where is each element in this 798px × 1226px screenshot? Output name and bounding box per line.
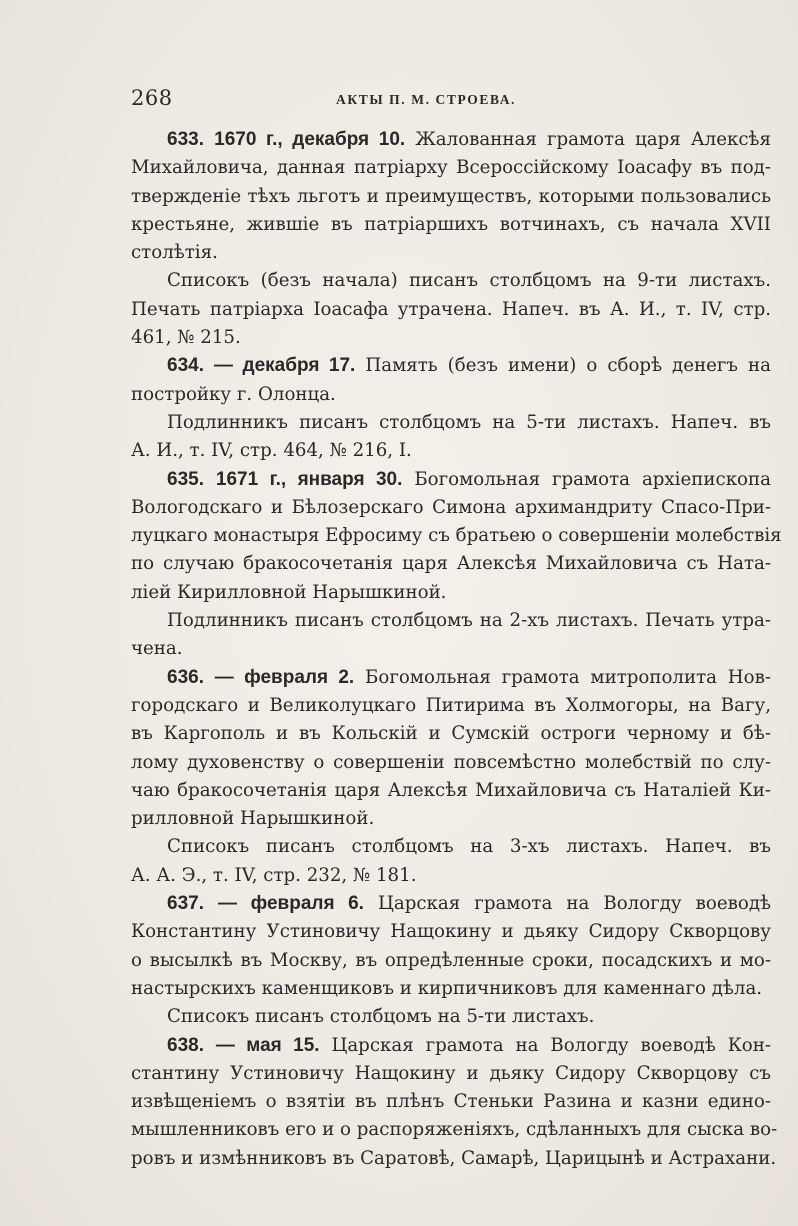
line-text: Списокъ писанъ столбцомъ на 5-ти листахъ. <box>167 1006 595 1028</box>
line-text: по случаю бракосочетанія царя Алексѣя Михайловича съ Ната- <box>131 553 771 575</box>
line-text: Подлинникъ писанъ столбцомъ на 5-ти листахъ. Напеч. въ <box>167 411 771 433</box>
line-text: настырскихъ каменщиковъ и кирпичниковъ для каменнаго дѣла. <box>131 977 763 999</box>
text-line <box>131 381 771 409</box>
line-text: стантину Устиновичу Нащокину и дьяку Сидору Скворцову съ <box>131 1062 771 1084</box>
entry-number: 634. <box>167 355 204 377</box>
entry-number: 636. <box>167 666 204 688</box>
page-header <box>131 86 771 116</box>
text-line <box>131 1145 777 1173</box>
line-text: Подлинникъ писанъ столбцомъ на 2-хъ листахъ. Печать утра- <box>167 610 771 632</box>
line-text: столѣтія. <box>131 242 218 264</box>
text-line <box>131 890 771 918</box>
text-line <box>131 409 771 437</box>
text-line <box>131 183 771 211</box>
catalog-entry <box>131 352 771 465</box>
line-text: въ Каргополь и въ Кольскій и Сумскій остроги черному и бѣ- <box>131 723 771 745</box>
text-line <box>131 126 771 154</box>
line-text: Михайловича, данная патріарху Всероссійскому Іоасафу въ под- <box>131 157 771 179</box>
line-text: А. И., т. IV, стр. 464, № 216, I. <box>131 440 412 462</box>
line-text: Вологодскаго и Бѣлозерскаго Симона архимандриту Спасо-При- <box>131 496 771 518</box>
line-text: Списокъ (безъ начала) писанъ столбцомъ на 9-ти листахъ. <box>167 270 771 292</box>
page-number: 268 <box>131 86 173 110</box>
line-text: ліей Кирилловной Нарышкиной. <box>131 581 447 603</box>
text-line <box>131 635 771 663</box>
text-line <box>131 211 771 239</box>
text-line <box>131 607 771 635</box>
entry-date: — декабря 17. <box>214 355 356 377</box>
text-line <box>131 296 771 324</box>
text-line <box>131 1116 778 1144</box>
line-text: чаю бракосочетанія царя Алексѣя Михайловича съ Наталіей Ки- <box>131 779 771 801</box>
text-line <box>131 918 771 946</box>
line-text: А. А. Э., т. IV, стр. 232, № 181. <box>131 864 417 886</box>
text-line <box>131 1032 771 1060</box>
text-line <box>131 579 771 607</box>
line-text: Списокъ писанъ столбцомъ на 3-хъ листахъ. Напеч. въ <box>167 836 771 858</box>
text-line <box>131 352 771 380</box>
line-text: извѣщеніемъ о взятіи въ плѣнъ Стеньки Разина и казни едино- <box>131 1091 771 1113</box>
text-line <box>131 947 771 975</box>
text-line <box>131 805 771 833</box>
text-line <box>131 1003 771 1031</box>
text-line <box>131 833 771 861</box>
catalog-entry <box>131 890 771 1031</box>
line-text: лому духовенству о совершеніи повсемѣстно молебствій по слу- <box>131 751 771 773</box>
text-line <box>131 664 771 692</box>
running-title: АКТЫ П. М. СТРОЕВА. <box>336 92 517 107</box>
line-text: Жалованная грамота царя Алексѣя <box>415 129 771 150</box>
line-text: Царская грамота на Вологду воеводѣ <box>378 893 771 915</box>
text-line <box>131 239 771 267</box>
entry-number: 637. <box>167 893 204 915</box>
entry-number: 633. <box>167 129 204 150</box>
text-line <box>131 1060 771 1088</box>
entry-date: 1670 г., декабря 10. <box>214 129 406 150</box>
entry-date: — мая 15. <box>215 1034 320 1056</box>
text-line <box>131 692 771 720</box>
text-line <box>131 1088 771 1116</box>
entry-date: — февраля 2. <box>214 666 355 688</box>
catalog-entry <box>131 466 782 664</box>
text-line <box>131 437 771 465</box>
line-text: Память (безъ имени) о сборѣ денегъ на <box>365 355 771 377</box>
line-text: Царская грамота на Вологду воеводѣ Кон- <box>331 1034 771 1056</box>
line-text: мышленниковъ его и о распоряженіяхъ, сдѣланныхъ для сыска во- <box>131 1119 778 1141</box>
line-text: Богомольная грамота митрополита Нов- <box>365 666 771 688</box>
text-line <box>131 777 771 805</box>
line-text: ровъ и измѣнниковъ въ Саратовѣ, Самарѣ, Царицынѣ и Астрахани. <box>131 1147 777 1169</box>
line-text: Печать патріарха Іоасафа утрачена. Напеч. въ А. И., т. IV, стр. <box>131 298 771 320</box>
text-line <box>131 466 771 494</box>
line-text: городскаго и Великолуцкаго Питирима въ Холмогоры, на Вагу, <box>131 694 771 716</box>
line-text: твержденіе тѣхъ льготъ и преимуществъ, которыми пользовались <box>131 185 771 207</box>
text-line <box>131 494 771 522</box>
entry-date: — февраля 6. <box>218 893 364 915</box>
text-line <box>131 749 771 777</box>
text-line <box>131 975 771 1003</box>
line-text: луцкаго монастыря Ефросиму съ братьею о совершеніи молебствія <box>131 525 782 547</box>
body-text <box>131 126 782 1173</box>
text-line <box>131 154 771 182</box>
line-text: о высылкѣ въ Москву, въ опредѣленные сроки, посадскихъ и мо- <box>131 949 771 971</box>
line-text: 461, № 215. <box>131 327 241 349</box>
line-text: постройку г. Олонца. <box>131 383 336 405</box>
catalog-entry <box>131 664 771 890</box>
text-line <box>131 550 771 578</box>
line-text: Богомольная грамота архіепископа <box>414 468 771 490</box>
text-line <box>131 522 782 550</box>
text-line <box>131 720 771 748</box>
text-line <box>131 324 771 352</box>
catalog-entry <box>131 126 771 352</box>
text-line <box>131 862 771 890</box>
text-line <box>131 267 771 295</box>
line-text: чена. <box>131 638 183 660</box>
line-text: крестьяне, жившіе въ патріаршихъ вотчинахъ, съ начала XVII <box>131 213 771 235</box>
entry-date: 1671 г., января 30. <box>215 468 403 490</box>
entry-number: 635. <box>167 468 204 490</box>
line-text: рилловной Нарышкиной. <box>131 808 375 830</box>
line-text: Константину Устиновичу Нащокину и дьяку Сидору Скворцову <box>131 921 771 943</box>
catalog-entry <box>131 1032 778 1173</box>
entry-number: 638. <box>167 1034 204 1056</box>
